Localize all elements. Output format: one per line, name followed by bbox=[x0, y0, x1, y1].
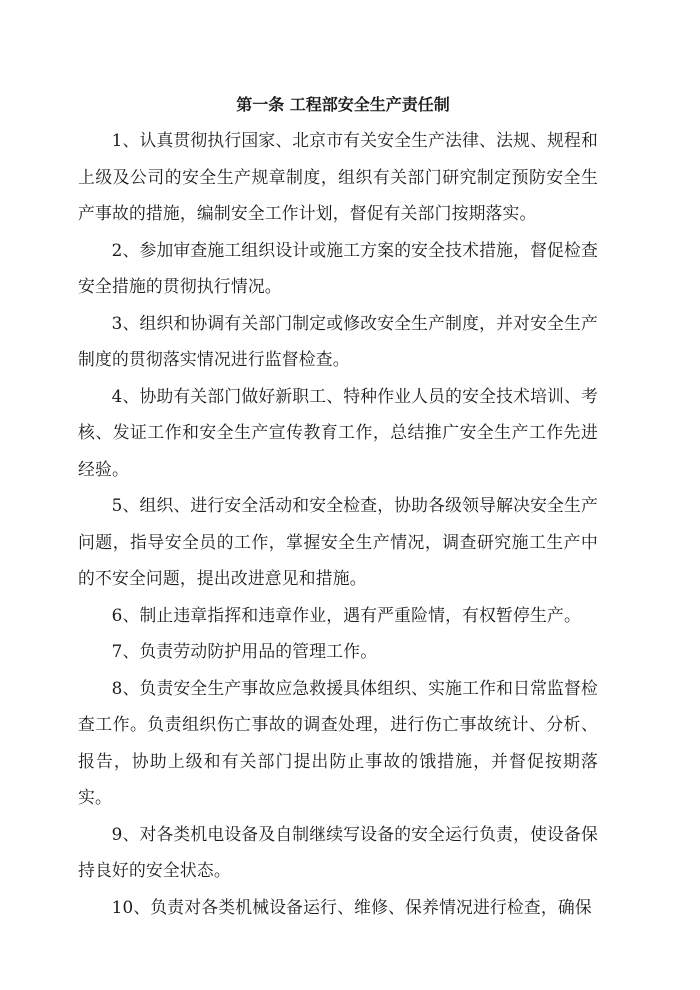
clause-paragraph-7: 7、负责劳动防护用品的管理工作。 bbox=[111, 641, 378, 661]
clause-paragraph-3: 3、组织和协调有关部门制定或修改安全生产制度，并对安全生产制度的贯彻落实情况进行监督检查。 bbox=[78, 312, 598, 369]
clause-paragraph-9: 9、对各类机电设备及自制继续写设备的安全运行负责，使设备保持良好的安全状态。 bbox=[78, 823, 598, 880]
document-page bbox=[78, 88, 598, 925]
clause-paragraph-10: 10、负责对各类机械设备运行、维修、保养情况进行检查，确保 bbox=[111, 896, 592, 917]
clause-paragraph-5: 5、组织、进行安全活动和安全检查，协助各级领导解决安全生产问题，指导安全员的工作，掌握安全生产情况，调查研究施工生产中的不安全问题，提出改进意见和措施。 bbox=[78, 495, 598, 588]
clause-paragraph-8: 8、负责安全生产事故应急救援具体组织、实施工作和日常监督检查工作。负责组织伤亡事故的调查处理，进行伤亡事故统计、分析、报告，协助上级和有关部门提出防止事故的饿措施，并督促按期落实。 bbox=[78, 677, 598, 807]
document-title: 第一条 工程部安全生产责任制 bbox=[236, 95, 450, 114]
clause-paragraph-6: 6、制止违章指挥和违章作业，遇有严重险情，有权暂停生产。 bbox=[111, 604, 581, 625]
clause-paragraph-4: 4、协助有关部门做好新职工、特种作业人员的安全技术培训、考核、发证工作和安全生产宣传教育工作，总结推广安全生产工作先进经验。 bbox=[78, 385, 598, 479]
clause-paragraph-1: 1、认真贯彻执行国家、北京市有关安全生产法律、法规、规程和上级及公司的安全生产规章制度，组织有关部门研究制定预防安全生产事故的措施，编制安全工作计划，督促有关部门按期落实。 bbox=[78, 130, 598, 223]
clause-paragraph-2: 2、参加审查施工组织设计或施工方案的安全技术措施，督促检查安全措施的贯彻执行情况。 bbox=[78, 239, 598, 296]
